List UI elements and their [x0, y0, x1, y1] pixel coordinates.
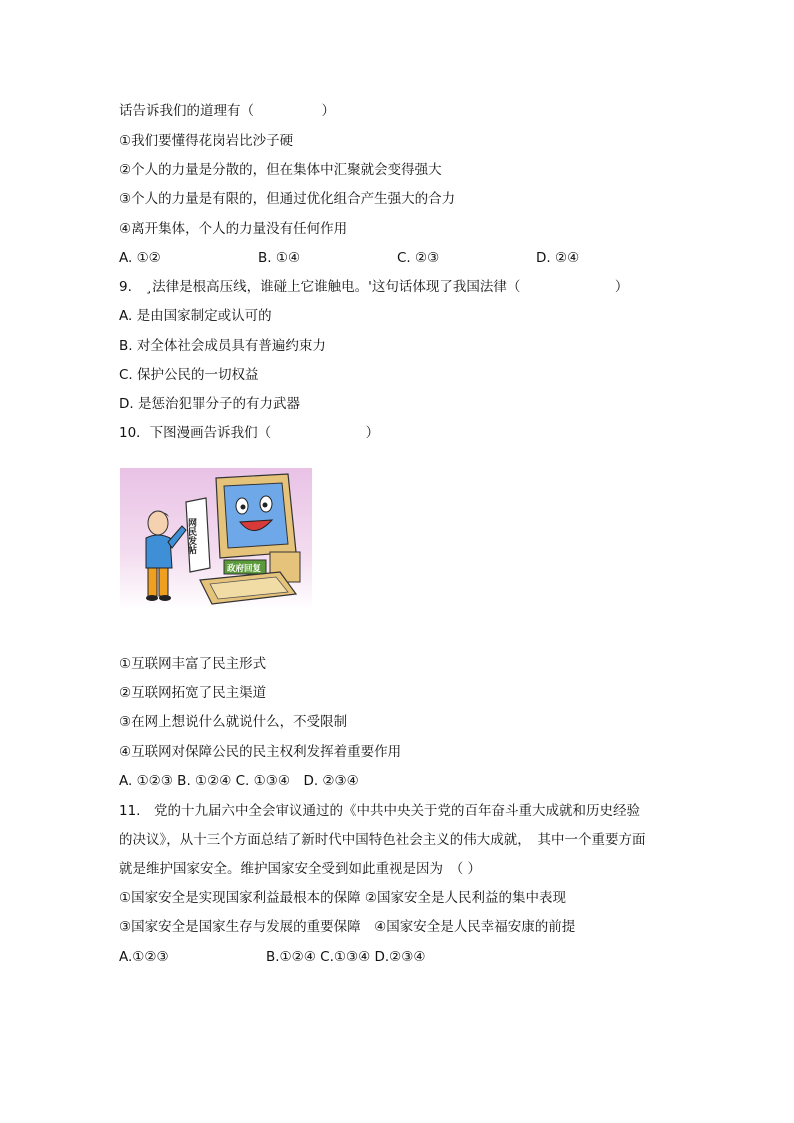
q9-option-a: A. 是由国家制定或认可的: [119, 308, 272, 324]
q8-item-2: ②个人的力量是分散的，但在集体中汇聚就会变得强大: [119, 162, 442, 178]
q11-option-a: A.①②③: [119, 949, 169, 965]
q10-item-1: ①互联网丰富了民主形式: [119, 656, 267, 672]
q9-option-b: B. 对全体社会成员具有普遍约束力: [119, 338, 326, 354]
q11-items-line-2: ③国家安全是国家生存与发展的重要保障 ④国家安全是人民幸福安康的前提: [119, 919, 576, 935]
q8-item-4: ④离开集体，个人的力量没有任何作用: [119, 221, 348, 237]
q8-item-1: ①我们要懂得花岗岩比沙子硬: [119, 133, 294, 149]
q11-options-bcd: B.①②④ C.①③④ D.②③④: [266, 949, 426, 965]
q8-stem-continuation: 话告诉我们的道理有（ ）: [119, 103, 335, 119]
q8-item-3: ③个人的力量是有限的，但通过优化组合产生强大的合力: [119, 191, 456, 207]
computer-monitor: [216, 474, 300, 582]
q10-options: A. ①②③ B. ①②④ C. ①③④ D. ②③④: [119, 773, 359, 789]
q11-stem-line-3: 就是维护国家安全。维护国家安全受到如此重视是因为 （ ）: [119, 861, 482, 877]
q11-items-line-1: ①国家安全是实现国家利益最根本的保障 ②国家安全是人民利益的集中表现: [119, 890, 566, 906]
q8-option-b: B. ①④: [258, 250, 301, 266]
q10-item-4: ④互联网对保障公民的民主权利发挥着重要作用: [119, 744, 402, 760]
q10-item-2: ②互联网拓宽了民主渠道: [119, 685, 267, 701]
q8-option-d: D. ②④: [536, 250, 580, 266]
q8-option-a: A. ①②: [119, 250, 161, 266]
q9-stem: 9. ¸法律是根高压线，谁碰上它谁触电。'这句话体现了我国法律（ ）: [119, 279, 629, 295]
q10-item-3: ③在网上想说什么就说什么，不受限制: [119, 714, 348, 730]
q10-cartoon-image: [120, 468, 312, 610]
q10-stem: 10．下图漫画告诉我们（ ）: [119, 425, 380, 441]
q11-stem-line-2: 的决议》，从十三个方面总结了新时代中国特色社会主义的伟大成就， 其中一个重要方面: [119, 832, 646, 848]
q11-stem-line-1: 11. 党的十九届六中全会审议通过的《中共中央关于党的百年奋斗重大成就和历史经验: [119, 803, 640, 819]
q8-option-c: C. ②③: [397, 250, 440, 266]
post-paper: [186, 498, 210, 572]
q9-option-d: D. 是惩治犯罪分子的有力武器: [119, 396, 300, 412]
paper-text: 网民发帖: [186, 518, 196, 554]
q9-option-c: C. 保护公民的一切权益: [119, 367, 259, 383]
plate-text: 政府回复: [227, 564, 262, 574]
